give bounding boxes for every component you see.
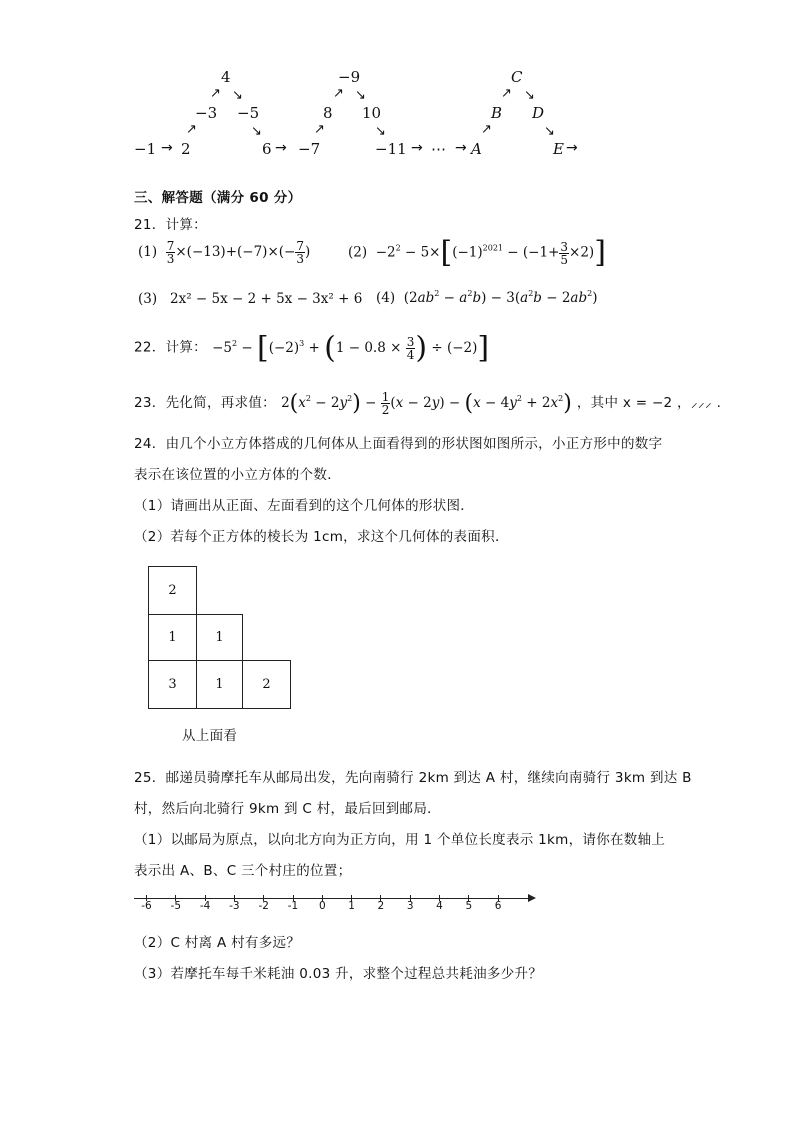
grid-cell: 2: [242, 660, 291, 709]
q25-sub3: （3）若摩托车每千米耗油 0.03 升，求整个过程总共耗油多少升？: [134, 966, 543, 982]
arrow-right-icon: →: [455, 140, 467, 156]
arrow-right-icon: →: [411, 140, 423, 156]
q23-condition: ，其中 x = −2 ，⸝⸝⸝ .: [576, 395, 722, 411]
q24-line1: 24．由几个小立方体搭成的几何体从上面看得到的形状图如图所示，小正方形中的数字: [134, 436, 663, 452]
arrow-right-icon: →: [566, 140, 578, 156]
arrow-up-right-icon: ↗: [314, 122, 325, 137]
q22-prompt: 22．计算：: [134, 339, 207, 356]
number-line-label: 5: [465, 900, 473, 912]
number-line-label: -1: [287, 900, 299, 912]
pattern-bottom-7: A: [471, 140, 482, 158]
pattern-mid-2: −5: [237, 104, 260, 122]
q25-line1: 25．邮递员骑摩托车从邮局出发，先向南骑行 2km 到达 A 村，继续向南骑行 3km 到达 B: [134, 770, 692, 786]
pattern-top-2: −9: [338, 68, 361, 86]
number-line-label: 6: [494, 900, 502, 912]
grid-cell: 3: [148, 660, 197, 709]
q24-sub2: （2）若每个正方体的棱长为 1cm，求这个几何体的表面积．: [134, 529, 509, 545]
pattern-mid-1: −3: [195, 104, 218, 122]
number-line-label: -2: [258, 900, 269, 912]
grid-caption: 从上面看: [182, 728, 238, 744]
arrow-down-right-icon: ↘: [524, 88, 535, 103]
q23: 23．先化简，再求值： $2(x^2 - 2y^2)$ − $\frac{1}{2}$ $(x - 2y) - (x - 4y^2 + 2x^2)$ ，其中 x = −2 ，⸝⸝⸝ .: [134, 390, 722, 417]
q21-p3-expression: 2x² − 5x − 2 + 5x − 3x² + 6: [170, 291, 363, 307]
arrow-down-right-icon: ↘: [232, 88, 243, 103]
pattern-mid-5: B: [491, 104, 503, 122]
pattern-bottom-8: E: [553, 140, 564, 158]
pattern-mid-4: 10: [362, 104, 382, 122]
q23-prompt: 23．先化简，再求值：: [134, 395, 276, 411]
arrow-right-icon: →: [161, 140, 173, 156]
q21-prompt: 21．计算：: [134, 217, 207, 233]
arrow-right-icon: [528, 894, 536, 902]
q25-sub1b: 表示出 A、B、C 三个村庄的位置；: [134, 863, 352, 879]
arrow-up-right-icon: ↗: [186, 122, 197, 137]
number-line-label: -4: [199, 900, 211, 912]
arrow-up-right-icon: ↗: [481, 122, 492, 137]
number-line-label: 2: [377, 900, 385, 912]
q25-line2: 村，然后向北骑行 9km 到 C 村，最后回到邮局．: [134, 801, 441, 817]
q21-p4-number: (4): [376, 290, 396, 306]
q21-p2-number: (2): [348, 244, 368, 261]
pattern-bottom-6: ⋯: [431, 140, 446, 158]
q21-part1: (1) $\frac{7}{3}$ ×(−13)+(−7)×(− $\frac{7}{3}$ ): [138, 239, 311, 266]
grid-cell: 2: [148, 566, 197, 615]
pattern-bottom-5: −11: [375, 140, 407, 158]
arrow-up-right-icon: ↗: [501, 86, 512, 101]
q21-part3: [138, 291, 362, 307]
number-line-label: 0: [318, 900, 326, 912]
number-line-label: -6: [141, 900, 152, 912]
q24-line2: 表示在该位置的小立方体的个数．: [134, 467, 341, 483]
pattern-bottom-2: 2: [181, 140, 191, 158]
section-title: 三、解答题（满分 60 分）: [134, 190, 302, 206]
pattern-bottom-1: −1: [134, 140, 157, 158]
number-line-label: -5: [170, 900, 182, 912]
pattern-top-1: 4: [221, 68, 231, 86]
number-line-label: -3: [229, 900, 240, 912]
q21-part4: (4) $(2ab^2 - a^2b) - 3(a^2b - 2ab^2)$: [376, 289, 598, 306]
pattern-mid-6: D: [532, 104, 545, 122]
q21-part2: $(2) -2^2 - 5\times[(-1)^{2021} - (-1+$ $\frac{3}{5}$ ×2)]: [348, 235, 606, 270]
pattern-mid-3: 8: [323, 104, 333, 122]
grid-cell: 1: [196, 614, 243, 661]
number-line-label: 3: [406, 900, 414, 912]
arrow-down-right-icon: ↘: [355, 88, 366, 103]
number-line-axis: [134, 898, 530, 899]
arrow-up-right-icon: ↗: [333, 86, 344, 101]
pattern-bottom-3: 6: [262, 140, 272, 158]
q21-p3-number: (3): [138, 291, 158, 307]
number-line-label: 4: [436, 900, 443, 912]
q24-sub1: （1）请画出从正面、左面看到的这个几何体的形状图．: [134, 498, 475, 514]
number-line-label: 1: [348, 900, 355, 912]
q21-p1-number: (1): [138, 244, 158, 260]
pattern-top-3: C: [511, 68, 523, 86]
pattern-bottom-4: −7: [298, 140, 321, 158]
q22: 22．计算： $-5^2 - [(-2)^3 + (1 - 0.8$ × $\frac{3}{4}$ ) ÷ (−2)]: [134, 330, 490, 365]
arrow-right-icon: →: [275, 140, 287, 156]
arrow-up-right-icon: ↗: [210, 86, 221, 101]
grid-cell: 1: [148, 614, 197, 661]
arrow-down-right-icon: ↘: [251, 124, 262, 139]
q25-sub2: （2）C 村离 A 村有多远？: [134, 935, 301, 951]
arrow-down-right-icon: ↘: [375, 124, 386, 139]
grid-cell: 1: [196, 660, 243, 709]
q25-sub1a: （1）以邮局为原点，以向北方向为正方向，用 1 个单位长度表示 1km，请你在数轴上: [134, 832, 666, 848]
arrow-down-right-icon: ↘: [544, 124, 555, 139]
